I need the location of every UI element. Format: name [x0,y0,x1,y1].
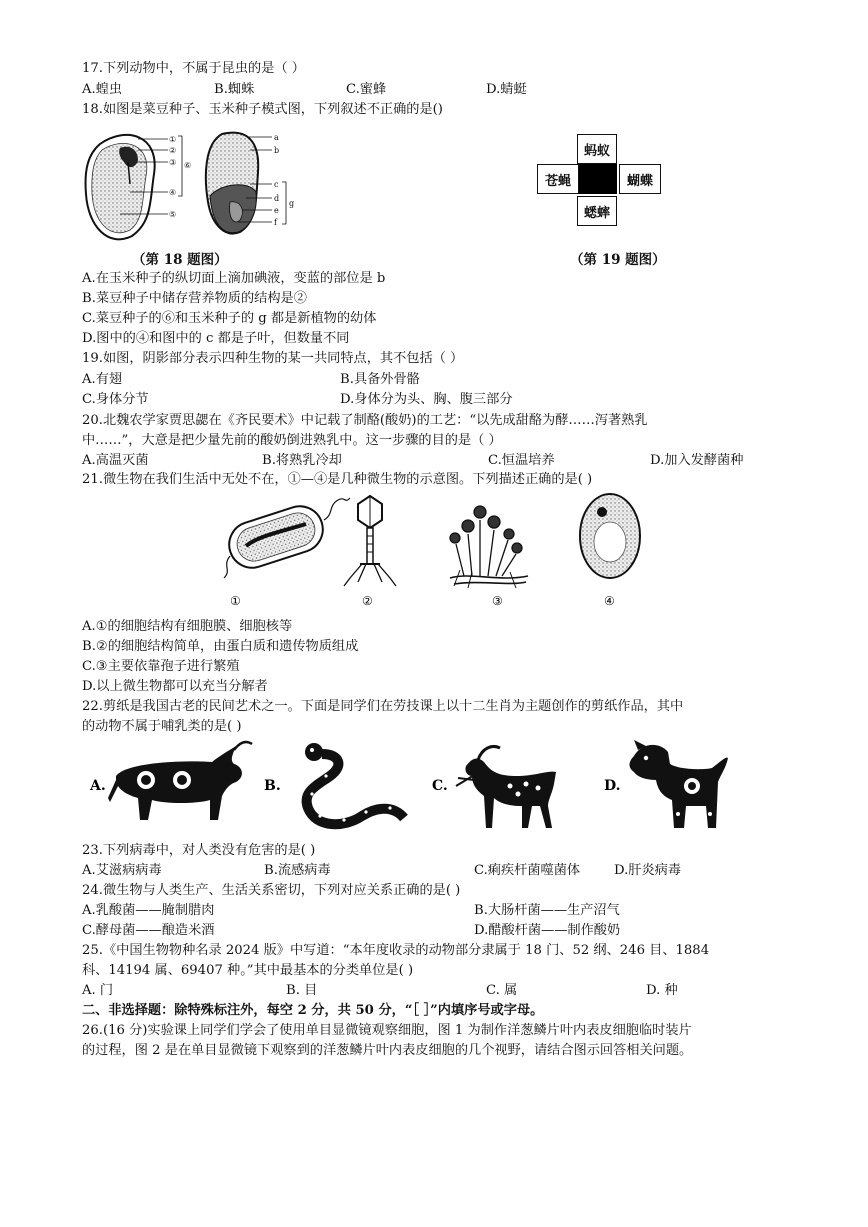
q23-option-d: D.肝炎病毒 [614,863,682,878]
bean-label-5: ⑤ [169,210,177,219]
bean-seed [86,135,155,239]
section2-heading: 二、非选择题：除特殊标注外，每空 2 分，共 50 分，“［ ］”内填序号或字母。 [82,1003,544,1018]
corn-label-b: b [274,146,280,155]
papercut-label-a: A. [90,778,106,794]
q21-option-b: B.②的细胞结构简单，由蛋白质和遗传物质组成 [82,639,359,654]
q26-line1: 26.(16 分)实验课上同学们学会了使用单目显微镜观察细胞，图 1 为制作洋葱鳞片叶内表皮细胞临时装片 [82,1023,692,1038]
q22-stem-line1: 22.剪纸是我国古老的民间艺术之一。下面是同学们在劳技课上以十二生肖为主题创作的剪纸作品，其中 [82,699,684,714]
microbes-figure [210,490,680,612]
papercut-label-d: D. [604,778,621,794]
q17-option-b: B.蜘蛛 [214,82,255,97]
q20-option-d: D.加入发酵菌种 [650,453,744,468]
bean-label-1: ① [169,135,177,144]
papercut-label-b: B. [264,778,281,794]
q20-option-c: C.恒温培养 [488,453,555,468]
q25-stem-line2: 科、14194 属、69407 种。”其中最基本的分类单位是( ) [82,963,414,978]
q26-line2: 的过程，图 2 是在单目显微镜下观察到的洋葱鳞片叶内表皮细胞的几个视野，请结合图示回答相关问题。 [82,1043,693,1058]
q19-option-b: B.具备外骨骼 [340,372,420,387]
fig18-caption: （第 18 题图） [132,252,228,268]
bean-label-6: ⑥ [184,161,192,170]
q24-option-c: C.酵母菌——酿造米酒 [82,923,215,938]
q20-stem-line1: 20.北魏农学家贾思勰在《齐民要术》中记载了制酪(酸奶)的工艺：“以先成甜酪为酵……泻著熟乳 [82,413,648,428]
fig19-grid [537,134,681,224]
q21-option-d: D.以上微生物都可以充当分解者 [82,679,268,694]
q22-stem-line2: 的动物不属于哺乳类的是( ) [82,719,242,734]
q23-option-b: B.流感病毒 [264,863,331,878]
mold-illustration [450,506,528,588]
q19-option-d: D.身体分为头、胸、腹三部分 [340,392,513,407]
bacterium-illustration [223,498,350,578]
microbe-label-4: ④ [604,594,615,608]
microbe-label-3: ③ [492,594,503,608]
papercut-label-c: C. [432,778,448,794]
bean-label-2: ② [169,146,177,155]
q24-option-b: B.大肠杆菌——生产沼气 [474,903,620,918]
corn-label-g: g [289,199,295,208]
q19-option-a: A.有翅 [82,372,123,387]
q18-option-d: D.图中的④和图中的 c 都是子叶，但数量不同 [82,331,350,346]
grid-cell-right: 蝴蝶 [619,164,661,194]
corn-label-a: a [274,133,279,142]
q18-option-b: B.菜豆种子中储存营养物质的结构是② [82,291,307,306]
q18-stem: 18.如图是菜豆种子、玉米种子模式图，下列叙述不正确的是() [82,102,443,117]
q23-option-a: A.艾滋病病毒 [82,863,162,878]
bean-label-3: ③ [169,158,177,167]
snake-papercut [305,743,404,824]
bean-label-4: ④ [169,188,177,197]
corn-seed [206,133,258,234]
q21-stem: 21.微生物在我们生活中无处不在，①—④是几种微生物的示意图。下列描述正确的是( ) [82,472,593,487]
q23-stem: 23.下列病毒中，对人类没有危害的是( ) [82,843,316,858]
q17-option-d: D.蜻蜓 [486,82,527,97]
corn-label-e: e [274,206,279,215]
q24-option-a: A.乳酸菌——腌制腊肉 [82,903,215,918]
q17-stem: 17.下列动物中，不属于昆虫的是（ ） [82,61,305,76]
q25-option-d: D. 种 [646,983,678,998]
grid-cell-left: 苍蝇 [537,164,579,194]
corn-label-f: f [274,218,277,227]
q24-stem: 24.微生物与人类生产、生活关系密切，下列对应关系正确的是( ) [82,883,461,898]
microbe-label-1: ① [230,594,241,608]
virus-illustration [344,496,396,586]
ox-papercut [108,742,252,820]
q20-option-a: A.高温灭菌 [82,453,149,468]
paper-cut-figure [86,736,736,836]
corn-label-d: d [274,194,280,203]
goat-papercut [456,747,556,829]
grid-shaded-center [579,164,617,194]
q21-option-a: A.①的细胞结构有细胞膜、细胞核等 [82,619,293,634]
q25-stem-line1: 25.《中国生物物种名录 2024 版》中写道：“本年度收录的动物部分隶属于 18 门、52 纲、246 目、1884 [82,943,710,958]
grid-cell-top: 蚂蚁 [577,134,617,164]
dog-papercut [630,740,729,828]
q23-option-c: C.痢疾杆菌噬菌体 [474,863,581,878]
fig19-caption: （第 19 题图） [570,252,666,268]
seed-diagram [80,122,310,244]
q19-stem: 19.如图，阴影部分表示四种生物的某一共同特点，其不包括（ ） [82,351,464,366]
q25-option-a: A. 门 [82,983,114,998]
q25-option-c: C. 属 [486,983,518,998]
microbe-label-2: ② [362,594,373,608]
q25-option-b: B. 目 [286,983,318,998]
q18-option-a: A.在玉米种子的纵切面上滴加碘液，变蓝的部位是 b [82,271,386,286]
q18-option-c: C.菜豆种子的⑥和玉米种子的 g 都是新植物的幼体 [82,311,377,326]
corn-label-c: c [274,180,279,189]
q17-option-c: C.蜜蜂 [346,82,387,97]
q20-option-b: B.将熟乳冷却 [262,453,342,468]
q17-option-a: A.蝗虫 [82,82,123,97]
grid-cell-bottom: 蟋蟀 [577,196,617,226]
yeast-illustration [580,494,640,578]
q21-option-c: C.③主要依靠孢子进行繁殖 [82,659,240,674]
q19-option-c: C.身体分节 [82,392,149,407]
q24-option-d: D.醋酸杆菌——制作酸奶 [474,923,621,938]
q20-stem-line2: 中……”，大意是把少量先前的酸奶倒进熟乳中。这一步骤的目的是（ ） [82,433,502,448]
